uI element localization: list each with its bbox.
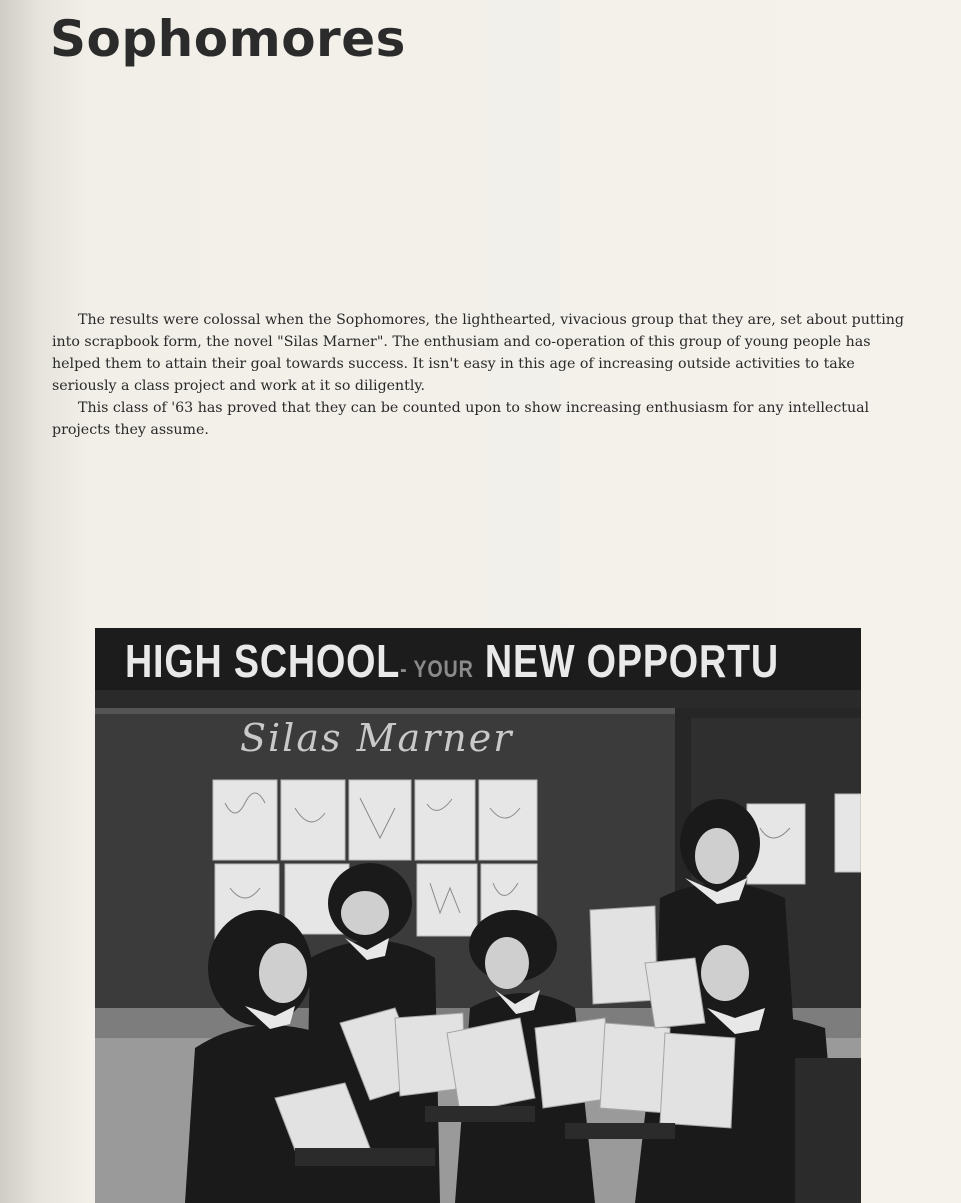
- chalkboard-caption: Silas Marner: [240, 716, 514, 760]
- body-text: [52, 309, 912, 441]
- banner-text: [125, 634, 779, 688]
- banner-part2: NEW OPPORTU: [473, 635, 779, 687]
- banner-part1: HIGH SCHOOL: [125, 635, 401, 687]
- paragraph-1: The results were colossal when the Sophomores, the lighthearted, vivacious group that they are, set about putting into scrapbook form, the novel "Silas Marner". The enthusiam and co-operation of this group of young people has helped them to attain their goal towards success. It isn't easy in this age of increasing outside activities to take seriously a class project and work at it so diligently.: [52, 312, 905, 394]
- banner-dash: - YOUR: [400, 656, 474, 683]
- photo-scene: [95, 628, 861, 1203]
- class-photo: [95, 628, 861, 1203]
- page-title: Sophomores: [50, 10, 406, 68]
- paragraph-2: This class of '63 has proved that they can be counted upon to show increasing enthusiasm for any intellectual projects they assume.: [52, 400, 870, 438]
